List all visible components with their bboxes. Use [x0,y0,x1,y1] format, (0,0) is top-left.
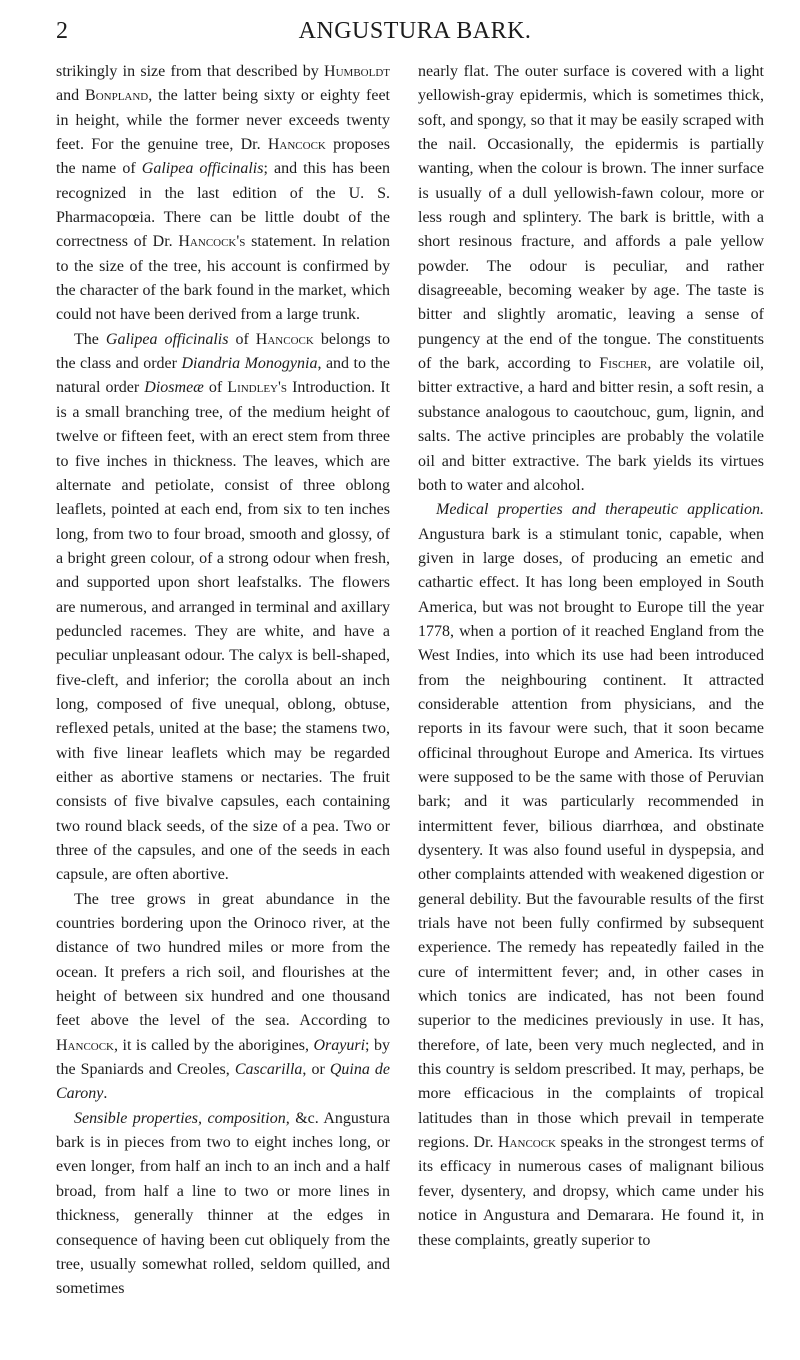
author-name: Hancock [267,136,326,154]
author-name: Hancock [255,330,314,348]
paragraph-habitat: The tree grows in great abundance in the countries bordering upon the Orinoco river, at the distance of two hundred miles or more from the ocean. It prefers a rich soil, and flourishes at the height of between six hundred and one thousand feet above the level of the sea. According to Hancock, it is called by the aborigines, Orayuri; by the Spaniards and Creoles, Cascarilla, or Quina de Carony. [56,890,390,1103]
author-name: Hancock [498,1134,557,1152]
author-name: Humboldt [324,63,390,80]
paragraph-bark-description: nearly flat. The outer surface is covered with a light yellowish-gray epidermis, which is sometimes thick, soft, and spongy, so that it may be easily scraped with the nail. Occasionally, the epidermis is partially wanting, when the colour is brown. The inner surface is usually of a dull yellowish-fawn colour, more or less rough and splintery. The bark is brittle, with a short resinous fracture, and affords a pale yellow powder. The odour is peculiar, and rather disagreeable, becoming weaker by age. The taste is bitter and slightly aromatic, leaving a sense of pungency at the end of the tongue. The constituents of the bark, according to Fischer, are volatile oil, bitter extractive, a hard and bitter resin, a soft resin, a substance analogous to caoutchouc, gum, lignin, and salts. The active principles are probably the volatile oil and bitter extractive. The bark yields its virtues both to water and alcohol. [418,63,765,494]
section-heading: Medical properties and therapeutic application. [436,501,764,519]
left-column [56,60,390,1302]
author-name: Lindley's [227,379,288,397]
author-name: Hancock's [178,233,246,251]
paragraph-sensible-properties: Sensible properties, composition, &c. Angustura bark is in pieces from two to eight inches long, or even longer, from half an inch to an inch and a half broad, from half a line to two or more lines in thickness, generally thinner at the edges in consequence of having been cut obliquely from the tree, usually somewhat rolled, seldom quilled, and sometimes [56,1109,390,1298]
local-name: Quina de Carony [56,1061,390,1103]
species-name: Galipea officinalis [141,160,264,178]
page-number: 2 [56,18,68,44]
author-name: Bonpland [85,87,149,105]
author-name: Fischer [599,355,648,373]
paragraph-intro-continued: strikingly in size from that described by Humboldt and Bonpland, the latter being sixty or eighty feet in height, while the former never exceeds twenty feet. For the genuine tree, Dr. Hancock proposes the name of Galipea officinalis; and this has been recognized in the last edition of the U. S. Pharmacopœia. There can be little doubt of the correctness of Dr. Hancock's statement. In relation to the size of the tree, his account is confirmed by the character of the bark found in the market, which could not have been derived from a large trunk. [56,63,391,324]
botanical-order: Diosmeæ [144,379,204,397]
local-name: Orayuri [313,1036,366,1054]
author-name: Hancock [56,1036,115,1054]
local-name: Cascarilla [234,1061,303,1079]
species-name: Galipea officinalis [105,330,229,348]
botanical-class: Diandria Monogynia [181,355,318,373]
running-head: ANGUSTURA BARK. [298,18,532,44]
page-header [56,14,774,48]
paragraph-medical-properties: Medical properties and therapeutic application. Angustura bark is a stimulant tonic, capable, when given in large doses, of producing an emetic and cathartic effect. It has long been employed in South America, but was not brought to Europe till the year 1778, when a portion of it reached England from the West Indies, into which its use had been introduced from the neighbouring continent. It attracted considerable attention from physicians, and the reports in its favour were such, that it soon became officinal throughout Europe and America. Its virtues were supposed to be the same with those of Peruvian bark; and it was particularly recommended in intermittent fever, bilious diarrhœa, and obstinate dysentery. It was also found useful in dyspepsia, and other complaints attended with weakened digestion or general debility. But the favourable results of the first trials have not been fully confirmed by subsequent experience. The remedy has repeatedly failed in the cure of intermittent fever; and, in other cases in which tonics are indicated, has not been found superior to the medicines previously in use. It has, therefore, of late, been very much neglected, and in this country is seldom prescribed. It may, perhaps, be more efficacious in the complaints of tropical latitudes than in those which prevail in temperate regions. Dr. Hancock speaks in the strongest terms of its efficacy in numerous cases of malignant bilious fever, dysentery, and dropsy, which came under his notice in Angustura and Demarara. He found it, in these complaints, greatly superior to [418,501,764,1249]
section-heading: Sensible properties, composition, [74,1109,290,1127]
paragraph-botanical-description: The Galipea officinalis of Hancock belongs to the class and order Diandria Monogynia, and to the natural order Diosmeæ of Lindley's Introduction. It is a small branching tree, of the medium height of twelve or fifteen feet, with an erect stem from three to five inches in thickness. The leaves, which are alternate and petiolate, consist of three oblong leaflets, pointed at each end, from six to ten inches long, from two to four broad, smooth and glossy, of a bright green colour, of a strong odour when fresh, and supported upon short leafstalks. The flowers are numerous, and arranged in terminal and axillary peduncled racemes. They are white, and have a peculiar unpleasant odour. The calyx is bell-shaped, five-cleft, and inferior; the corolla about an inch long, composed of five unequal, oblong, obtuse, reflexed petals, united at the base; the stamens two, with five linear leaflets which may be regarded either as abortive stamens or nectaries. The fruit consists of five bivalve capsules, each containing two round black seeds, of the size of a pea. Two or three of the capsules, and one of the seeds in each capsule, are often abortive. [56,330,391,884]
right-column [418,60,764,1253]
